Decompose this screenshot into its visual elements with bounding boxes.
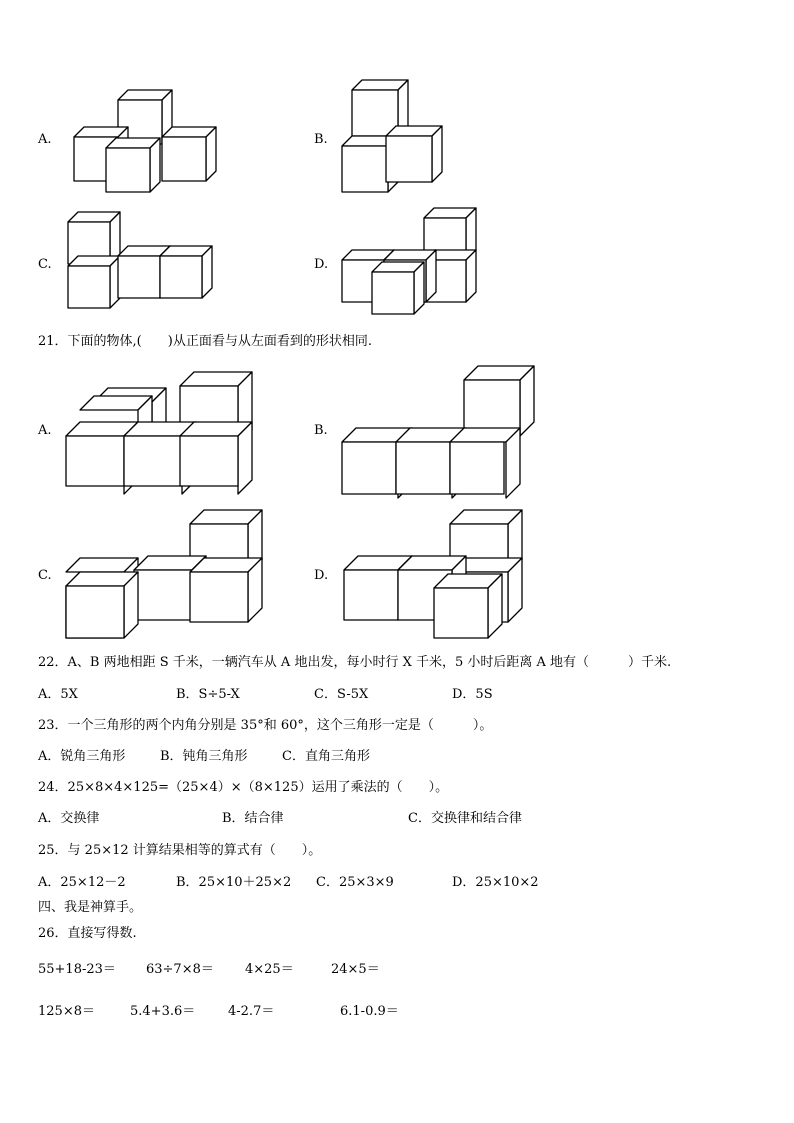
q20-option-b-label: B.: [314, 132, 328, 147]
calc-item: 5.4+3.6＝: [130, 1004, 196, 1019]
section-heading: 四、我是神算手。: [38, 900, 143, 915]
q23-option-b: B．钝角三角形: [160, 749, 248, 764]
calc-item: 4×25＝: [245, 962, 294, 977]
q21-figure-d: [342, 508, 542, 642]
question-21-text: 21．下面的物体,( )从正面看与从左面看到的形状相同.: [38, 334, 372, 349]
q20-figure-c: [66, 210, 226, 320]
q25-option-d: D．25×10×2: [452, 875, 539, 890]
calc-item: 4-2.7＝: [228, 1004, 275, 1019]
q20-option-c-label: C.: [38, 257, 52, 272]
cube: [162, 127, 216, 181]
q22-option-b: B．S÷5-X: [176, 687, 240, 702]
calc-item: 55+18-23＝: [38, 962, 116, 977]
q20-option-a-label: A.: [38, 132, 52, 147]
question-24-text: 24．25×8×4×125=（25×4）×（8×125）运用了乘法的（ ）。: [38, 780, 449, 795]
q20-figure-a: [70, 80, 230, 200]
q23-option-a: A．锐角三角形: [38, 749, 126, 764]
q21-figure-b: [340, 364, 540, 500]
q22-option-c: C．S-5X: [314, 687, 369, 702]
calc-item: 6.1-0.9＝: [340, 1004, 399, 1019]
question-26-text: 26．直接写得数.: [38, 926, 137, 941]
q22-option-d: D．5S: [452, 687, 493, 702]
q25-option-a: A．25×12－2: [38, 875, 126, 890]
q21-option-b-label: B.: [314, 423, 328, 438]
q23-option-c: C．直角三角形: [282, 749, 370, 764]
q25-option-c: C．25×3×9: [316, 875, 394, 890]
calc-item: 24×5＝: [331, 962, 380, 977]
q24-option-a: A．交换律: [38, 811, 100, 826]
cube: [106, 138, 160, 192]
q20-figure-d: [340, 206, 490, 318]
q21-option-c-label: C.: [38, 568, 52, 583]
q20-figure-b: [340, 78, 460, 198]
q24-option-c: C．交换律和结合律: [408, 811, 522, 826]
question-23-text: 23．一个三角形的两个内角分别是 35°和 60°，这个三角形一定是（ ）。: [38, 718, 493, 733]
q24-option-b: B．结合律: [222, 811, 284, 826]
q21-option-a-label: A.: [38, 423, 52, 438]
q20-option-d-label: D.: [314, 257, 329, 272]
q21-option-d-label: D.: [314, 568, 329, 583]
q21-figure-c: [64, 508, 274, 642]
question-22-text: 22．A、B 两地相距 S 千米，一辆汽车从 A 地出发，每小时行 X 千米，5 小时后距离 A 地有（ ）千米.: [38, 655, 672, 670]
q25-option-b: B．25×10＋25×2: [176, 875, 292, 890]
question-25-text: 25．与 25×12 计算结果相等的算式有（ ）。: [38, 843, 322, 858]
q22-option-a: A．5X: [38, 687, 78, 702]
calc-item: 63÷7×8＝: [146, 962, 214, 977]
q21-figure-a: [64, 370, 264, 492]
calc-item: 125×8＝: [38, 1004, 95, 1019]
